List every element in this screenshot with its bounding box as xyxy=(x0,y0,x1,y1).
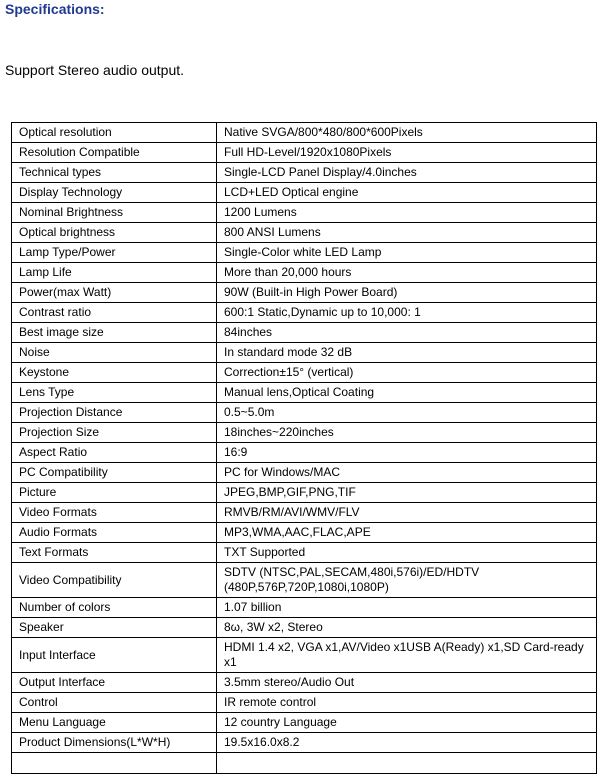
spec-label: Product Dimensions(L*W*H) xyxy=(12,733,217,753)
spec-label: Display Technology xyxy=(12,183,217,203)
table-row xyxy=(12,483,597,503)
table-row xyxy=(12,598,597,618)
spec-value: TXT Supported xyxy=(217,543,597,563)
spec-label: Control xyxy=(12,693,217,713)
spec-label: Contrast ratio xyxy=(12,303,217,323)
spec-label: Output Interface xyxy=(12,673,217,693)
table-row xyxy=(12,283,597,303)
spec-value: MP3,WMA,AAC,FLAC,APE xyxy=(217,523,597,543)
table-row xyxy=(12,343,597,363)
spec-label: Optical brightness xyxy=(12,223,217,243)
table-row xyxy=(12,523,597,543)
spec-value: Correction±15° (vertical) xyxy=(217,363,597,383)
table-row xyxy=(12,713,597,733)
spec-label: Lamp Life xyxy=(12,263,217,283)
spec-value: Single-LCD Panel Display/4.0inches xyxy=(217,163,597,183)
spec-value: HDMI 1.4 x2, VGA x1,AV/Video x1USB A(Ready) x1,SD Card-ready x1 xyxy=(217,638,597,673)
spec-label xyxy=(12,753,217,774)
spec-value: 8ω, 3W x2, Stereo xyxy=(217,618,597,638)
spec-value: 3.5mm stereo/Audio Out xyxy=(217,673,597,693)
table-row xyxy=(12,143,597,163)
spec-label: Resolution Compatible xyxy=(12,143,217,163)
spec-value: Native SVGA/800*480/800*600Pixels xyxy=(217,123,597,143)
table-row xyxy=(12,223,597,243)
spec-label: Optical resolution xyxy=(12,123,217,143)
table-row xyxy=(12,443,597,463)
spec-value: In standard mode 32 dB xyxy=(217,343,597,363)
spec-value: Manual lens,Optical Coating xyxy=(217,383,597,403)
spec-value: RMVB/RM/AVI/WMV/FLV xyxy=(217,503,597,523)
table-row xyxy=(12,423,597,443)
table-row xyxy=(12,363,597,383)
spec-label: Projection Distance xyxy=(12,403,217,423)
spec-label: Picture xyxy=(12,483,217,503)
table-row-empty xyxy=(12,753,597,774)
spec-label: Technical types xyxy=(12,163,217,183)
spec-label: Power(max Watt) xyxy=(12,283,217,303)
intro-text: Support Stereo audio output. xyxy=(5,62,185,78)
table-row xyxy=(12,383,597,403)
specifications-heading: Specifications: xyxy=(5,1,105,17)
spec-value: IR remote control xyxy=(217,693,597,713)
spec-value xyxy=(217,753,597,774)
table-row xyxy=(12,163,597,183)
spec-value: 1200 Lumens xyxy=(217,203,597,223)
specifications-table xyxy=(11,122,597,774)
spec-label: Number of colors xyxy=(12,598,217,618)
spec-label: Input Interface xyxy=(12,638,217,673)
spec-label: Video Formats xyxy=(12,503,217,523)
spec-label: Video Compatibility xyxy=(12,563,217,598)
table-row xyxy=(12,303,597,323)
table-row xyxy=(12,323,597,343)
table-row xyxy=(12,638,597,673)
spec-label: Speaker xyxy=(12,618,217,638)
spec-value: More than 20,000 hours xyxy=(217,263,597,283)
spec-value: 12 country Language xyxy=(217,713,597,733)
table-row xyxy=(12,733,597,753)
table-row xyxy=(12,673,597,693)
spec-value: 19.5x16.0x8.2 xyxy=(217,733,597,753)
spec-value: 1.07 billion xyxy=(217,598,597,618)
table-row xyxy=(12,403,597,423)
table-row xyxy=(12,463,597,483)
table-row xyxy=(12,618,597,638)
spec-label: Keystone xyxy=(12,363,217,383)
spec-value: 18inches~220inches xyxy=(217,423,597,443)
spec-value: Full HD-Level/1920x1080Pixels xyxy=(217,143,597,163)
table-row xyxy=(12,263,597,283)
spec-value: Single-Color white LED Lamp xyxy=(217,243,597,263)
table-row xyxy=(12,123,597,143)
spec-value: JPEG,BMP,GIF,PNG,TIF xyxy=(217,483,597,503)
spec-label: Menu Language xyxy=(12,713,217,733)
spec-value: 84inches xyxy=(217,323,597,343)
spec-value: LCD+LED Optical engine xyxy=(217,183,597,203)
spec-label: PC Compatibility xyxy=(12,463,217,483)
table-row xyxy=(12,543,597,563)
table-row xyxy=(12,693,597,713)
table-row xyxy=(12,183,597,203)
spec-label: Aspect Ratio xyxy=(12,443,217,463)
spec-value: 90W (Built-in High Power Board) xyxy=(217,283,597,303)
spec-value: 16:9 xyxy=(217,443,597,463)
spec-label: Audio Formats xyxy=(12,523,217,543)
spec-label: Best image size xyxy=(12,323,217,343)
table-row xyxy=(12,243,597,263)
spec-label: Nominal Brightness xyxy=(12,203,217,223)
spec-label: Projection Size xyxy=(12,423,217,443)
spec-label: Noise xyxy=(12,343,217,363)
spec-label: Text Formats xyxy=(12,543,217,563)
spec-value: SDTV (NTSC,PAL,SECAM,480i,576i)/ED/HDTV (480P,576P,720P,1080i,1080P) xyxy=(217,563,597,598)
spec-value: PC for Windows/MAC xyxy=(217,463,597,483)
spec-value: 600:1 Static,Dynamic up to 10,000: 1 xyxy=(217,303,597,323)
spec-label: Lens Type xyxy=(12,383,217,403)
table-row xyxy=(12,563,597,598)
spec-value: 800 ANSI Lumens xyxy=(217,223,597,243)
spec-label: Lamp Type/Power xyxy=(12,243,217,263)
table-row xyxy=(12,503,597,523)
table-row xyxy=(12,203,597,223)
spec-value: 0.5~5.0m xyxy=(217,403,597,423)
